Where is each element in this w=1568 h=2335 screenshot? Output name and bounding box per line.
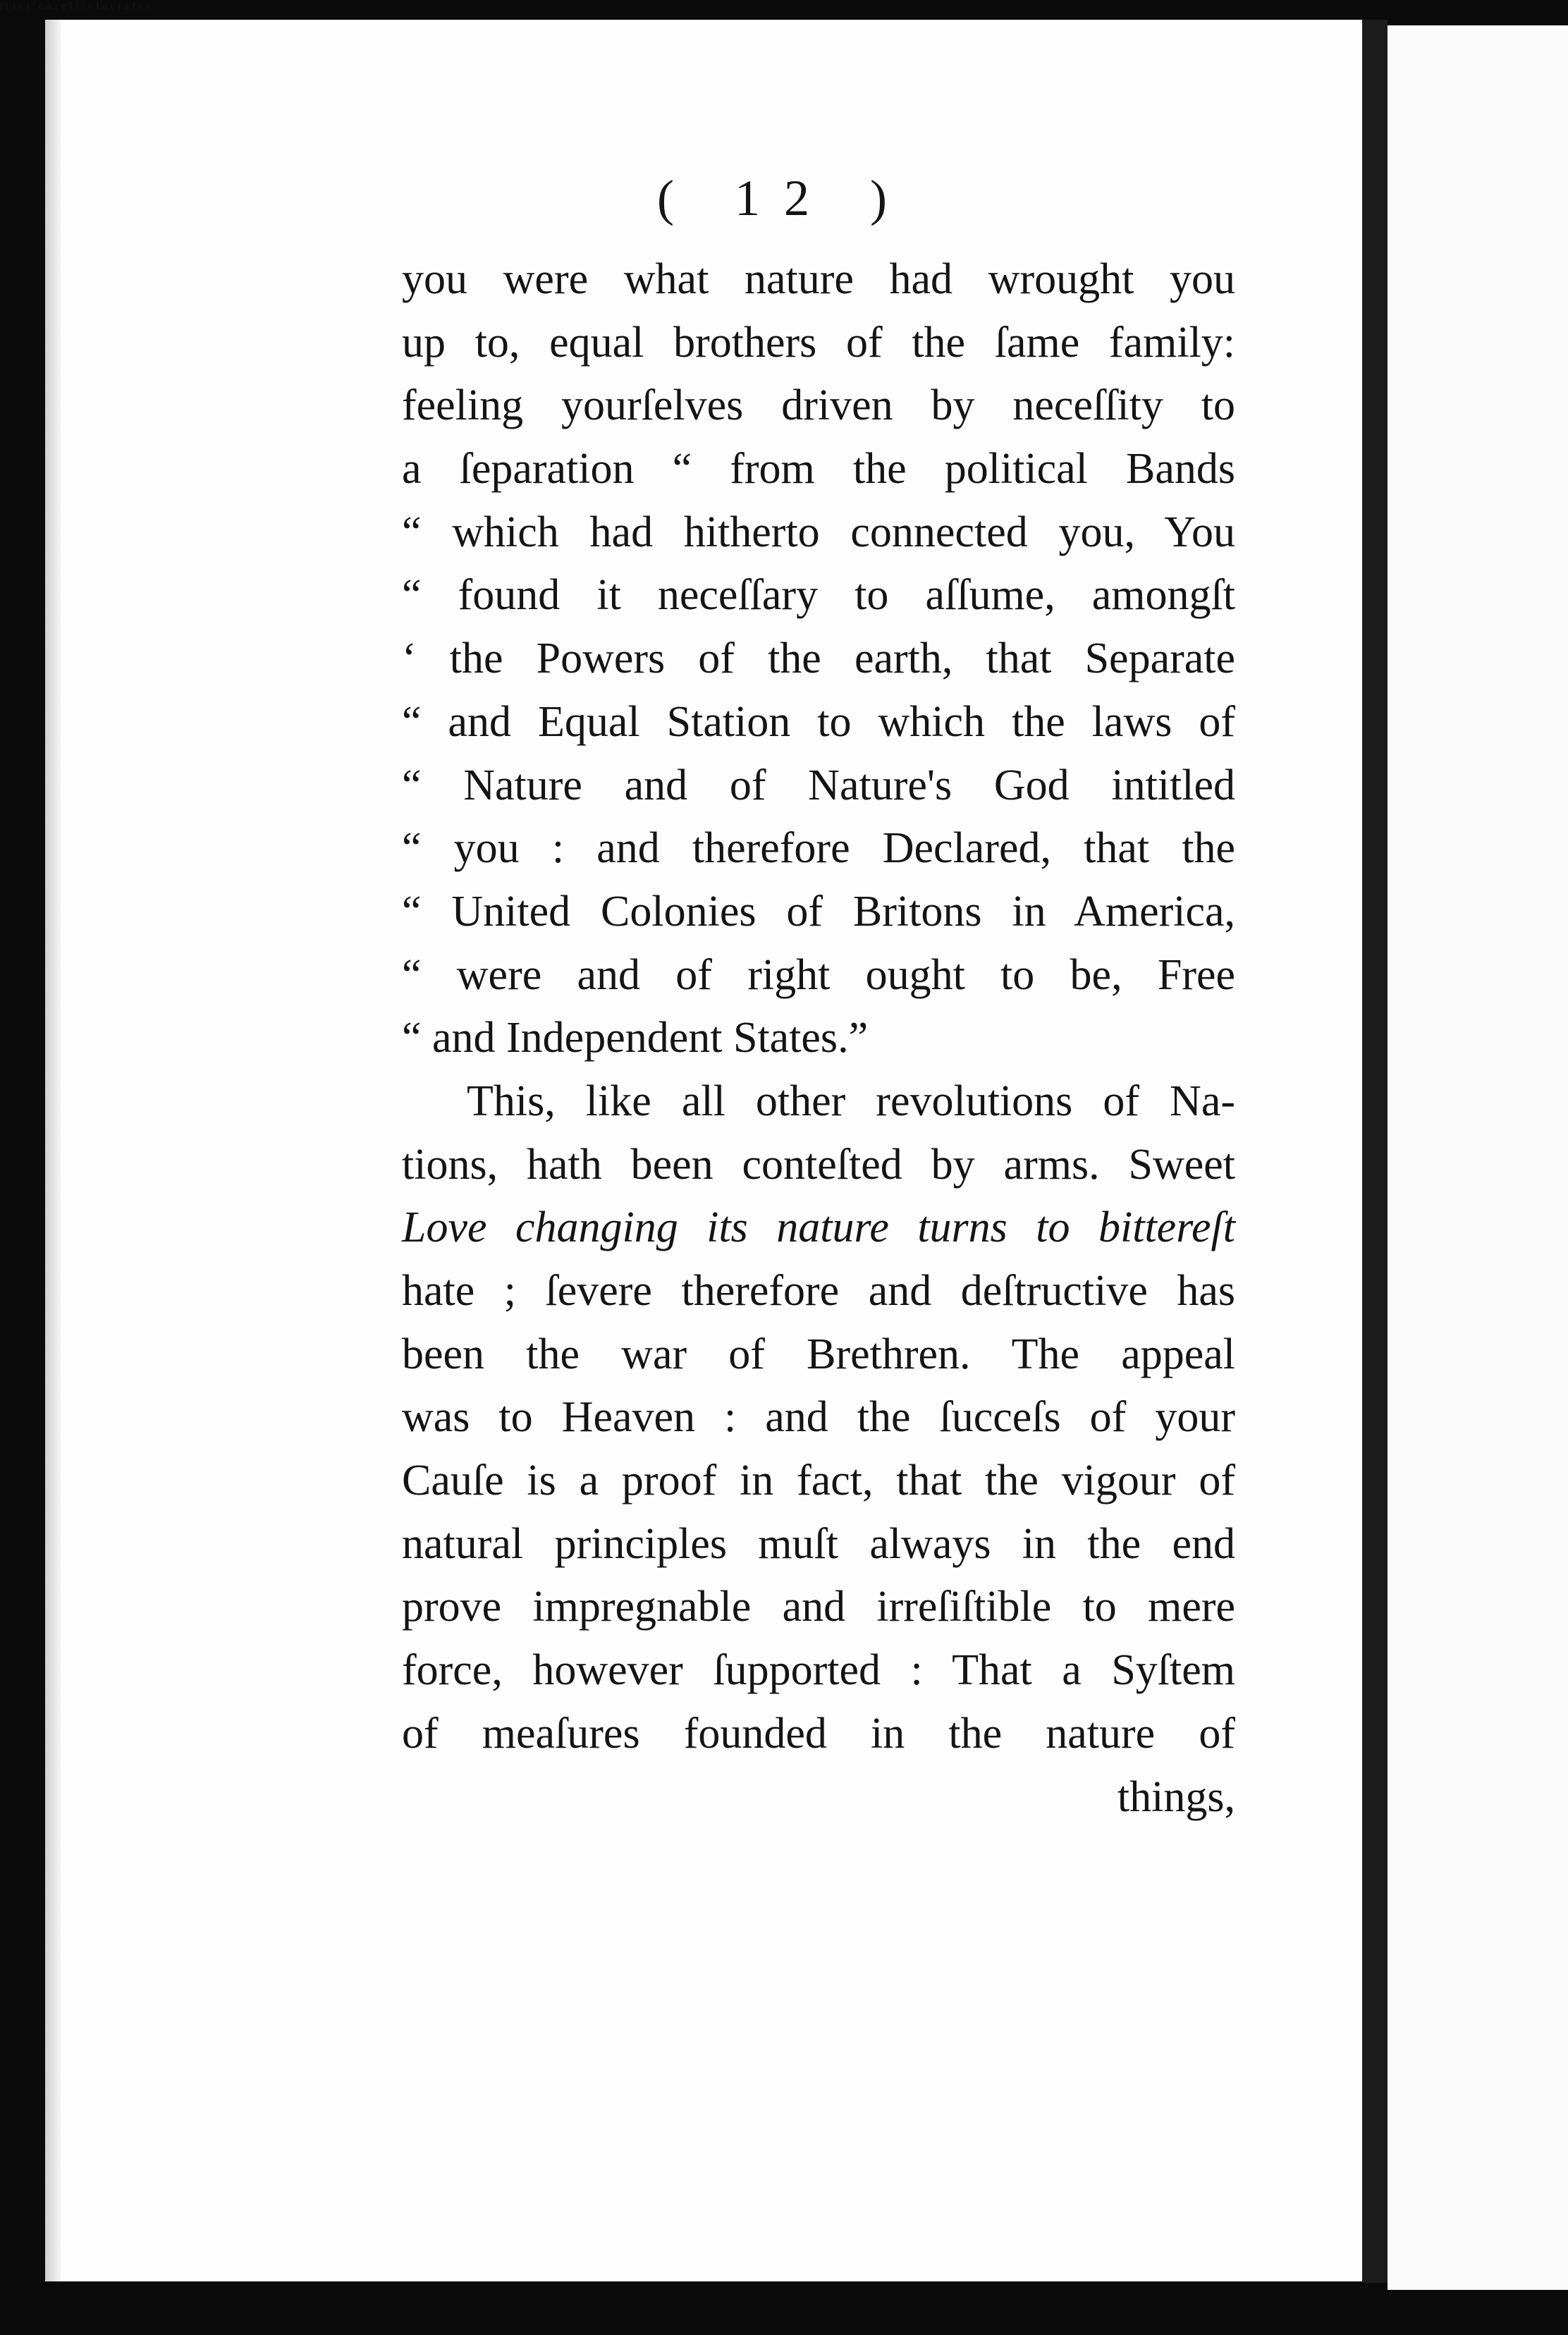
facing-page-fragment: l — [75, 0, 79, 12]
facing-page-fragment: c — [146, 0, 152, 12]
facing-page-fragment: ‘ — [32, 0, 37, 12]
page-edge-shadow — [45, 20, 61, 2281]
text-line: Love changing its nature turns to bittereſt — [402, 1203, 1235, 1252]
facing-page-fragment: t — [0, 0, 4, 12]
text-line: “ Nature and of Nature's God intitled — [402, 761, 1235, 809]
catchword: things, — [1117, 1772, 1235, 1821]
text-line: “ and Independent States.” — [402, 1014, 869, 1062]
body-text — [402, 248, 1235, 1829]
facing-page — [1388, 25, 1568, 2290]
text-line: natural principles muſt always in the end — [402, 1519, 1235, 1568]
text-line: “ were and of right ought to be, Free — [402, 950, 1235, 999]
facing-page-fragment: i — [26, 0, 30, 12]
facing-page-fragment: t — [118, 0, 122, 12]
text-line: you were what nature had wrought you — [402, 255, 1235, 303]
facing-page-fragment: c — [39, 0, 44, 12]
facing-page-fragment: f — [132, 0, 136, 12]
facing-page-fragments — [0, 0, 1568, 13]
facing-page-fragment: c — [18, 0, 24, 12]
text-line: been the war of Brethren. The appeal — [402, 1330, 1235, 1378]
facing-page-fragment: f — [68, 0, 73, 12]
text-line: “ which had hitherto connected you, You — [402, 508, 1235, 556]
text-line: This, like all other revolutions of Na- — [467, 1077, 1235, 1125]
facing-page-fragment: t — [12, 0, 16, 12]
facing-page-fragment: r — [54, 0, 59, 12]
text-line: “ United Colonies of Britons in America, — [402, 887, 1235, 936]
text-line: was to Heaven : and the ſucceſs of your — [402, 1393, 1235, 1442]
page-number: ( 12 ) — [657, 170, 911, 226]
facing-page-fragment: I — [96, 0, 100, 12]
facing-page-fragment: a — [102, 0, 108, 12]
facing-page-fragment: e — [61, 0, 66, 12]
text-line: “ found it neceſſary to aſſume, amongſt — [402, 571, 1235, 620]
facing-page-fragment: a — [47, 0, 52, 12]
facing-page-fragment: ( — [6, 0, 10, 12]
facing-page-fragment: v — [87, 0, 94, 12]
facing-page-fragment: l — [81, 0, 85, 12]
facing-page-fragment: c — [110, 0, 116, 12]
text-line: up to, equal brothers of the ſame family: — [402, 318, 1235, 367]
facing-page-fragment: c — [138, 0, 144, 12]
text-line: hate ; ſevere therefore and deſtructive has — [402, 1267, 1235, 1315]
facing-page-fragment: a — [124, 0, 130, 12]
text-line: Cauſe is a proof in fact, that the vigour of — [402, 1457, 1235, 1505]
text-line: a ſeparation “ from the political Bands — [402, 445, 1235, 494]
text-line: ‘ the Powers of the earth, that Separate — [402, 635, 1235, 683]
text-line: of meaſures founded in the nature of — [402, 1709, 1235, 1758]
text-line: force, however ſupported : That a Syſtem — [402, 1646, 1235, 1695]
text-line: prove impregnable and irreſiſtible to mere — [402, 1583, 1235, 1631]
text-line: “ you : and therefore Declared, that the — [402, 824, 1235, 873]
book-gutter — [1362, 20, 1388, 2283]
text-line: feeling yourſelves driven by neceſſity to — [402, 381, 1235, 430]
text-line: “ and Equal Station to which the laws of — [402, 697, 1235, 746]
text-line: tions, hath been conteſted by arms. Sweet — [402, 1140, 1235, 1189]
